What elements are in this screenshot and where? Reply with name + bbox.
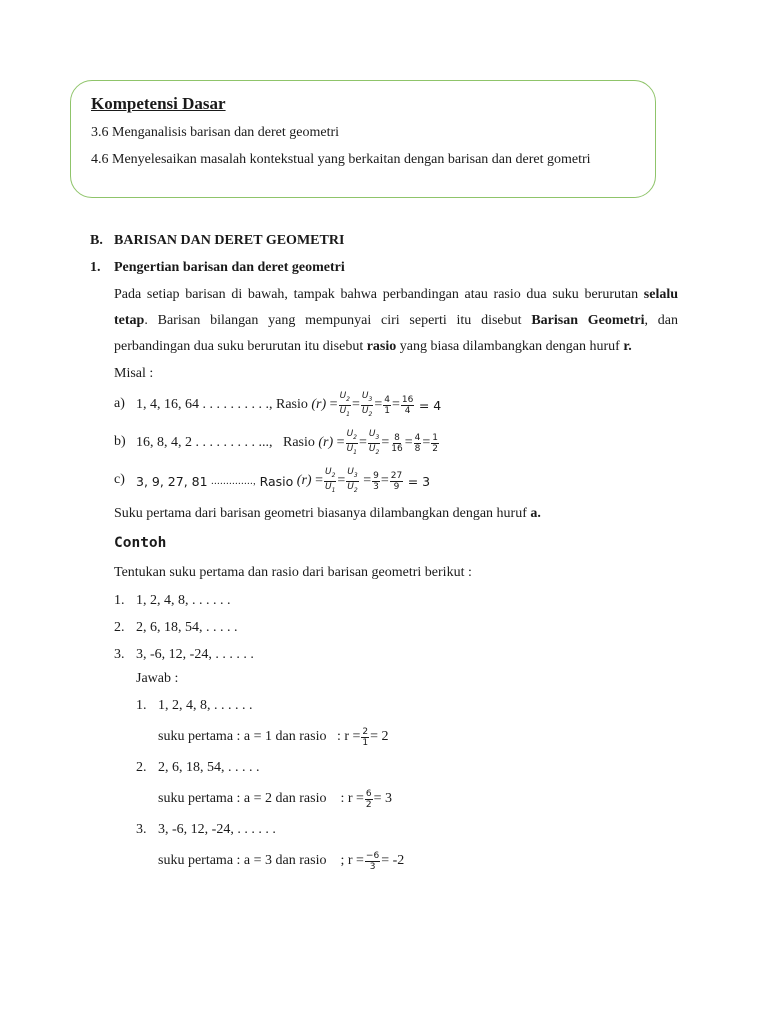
jawab-item-1-num: 1. xyxy=(136,698,147,713)
example-a: 1, 4, 16, 64 . . . . . . . . . ., Rasio (r) = $\frac{U_2}{U_1}$ = $\frac{U_3}{U_2}$ = $\frac{4}{1}$ = $\frac{16}{4}$ = 4 xyxy=(136,390,442,418)
paragraph-line-1: Pada setiap barisan di bawah, tampak bahwa perbandingan atau rasio dua suku berurutan selalu xyxy=(114,287,679,302)
contoh-item-3-num: 3. xyxy=(114,647,125,662)
example-c-marker: c) xyxy=(114,472,125,487)
jawab-item-2-num: 2. xyxy=(136,760,147,775)
contoh-instruction: Tentukan suku pertama dan rasio dari barisan geometri berikut : xyxy=(114,565,472,580)
misal-label: Misal : xyxy=(114,366,154,381)
paragraph-line-2: tetap. Barisan bilangan yang mempunyai ciri seperti itu disebut Barisan Geometri, dan xyxy=(114,313,679,328)
example-c-sequence: 3, 9, 27, 81 xyxy=(136,473,208,489)
example-a-sequence: 1, 4, 16, 64 . . . . . . . . . ., Rasio xyxy=(136,397,308,412)
example-b-marker: b) xyxy=(114,434,126,449)
jawab-label: Jawab : xyxy=(136,671,179,686)
jawab-item-2-answer: suku pertama : a = 2 dan rasio : r = $\frac{6}{2}$ = 3 xyxy=(158,788,393,810)
example-b: 16, 8, 4, 2 . . . . . . . . . ..., Rasio (r) = $\frac{U_2}{U_1}$ = $\frac{U_3}{U_2}$ = $\frac{8}{16}$ = $\frac{4}{8}$ = $\frac{1}{2}$ xyxy=(136,428,438,456)
section-title: BARISAN DAN DERET GEOMETRI xyxy=(114,233,345,248)
subsection-title: Pengertian barisan dan deret geometri xyxy=(114,260,345,275)
contoh-item-1-num: 1. xyxy=(114,593,125,608)
kompetensi-dasar-title: Kompetensi Dasar xyxy=(91,94,226,113)
contoh-item-1-seq: 1, 2, 4, 8, . . . . . . xyxy=(136,593,231,608)
subsection-marker: 1. xyxy=(90,260,101,275)
kd-item-3-6: 3.6 Menganalisis barisan dan deret geometri xyxy=(91,125,340,140)
example-a-marker: a) xyxy=(114,396,125,411)
jawab-item-3-seq: 3, -6, 12, -24, . . . . . . xyxy=(158,822,276,837)
example-c: 3, 9, 27, 81 .............., Rasio (r) = $\frac{U_2}{U_1}$ = $\frac{U_3}{U_2}$ = $\frac{9}{3}$ = $\frac{27}{9}$ = 3 xyxy=(136,466,431,494)
jawab-item-3-answer: suku pertama : a = 3 dan rasio ; r = $\frac{-6}{3}$ = -2 xyxy=(158,850,405,872)
paragraph-line-3: perbandingan dua suku berurutan itu disebut rasio yang biasa dilambangkan dengan huruf r. xyxy=(114,339,632,354)
jawab-item-1-answer: suku pertama : a = 1 dan rasio : r = $\frac{2}{1}$ = 2 xyxy=(158,726,389,748)
suku-pertama-note: Suku pertama dari barisan geometri biasanya dilambangkan dengan huruf a. xyxy=(114,506,541,521)
example-b-sequence: 16, 8, 4, 2 . . . . . . . . . ..., xyxy=(136,435,273,450)
section-marker: B. xyxy=(90,233,103,248)
jawab-item-2-seq: 2, 6, 18, 54, . . . . . xyxy=(158,760,260,775)
contoh-item-2-seq: 2, 6, 18, 54, . . . . . xyxy=(136,620,238,635)
contoh-heading: Contoh xyxy=(114,535,167,551)
contoh-item-3-seq: 3, -6, 12, -24, . . . . . . xyxy=(136,647,254,662)
contoh-item-2-num: 2. xyxy=(114,620,125,635)
jawab-item-3-num: 3. xyxy=(136,822,147,837)
jawab-item-1-seq: 1, 2, 4, 8, . . . . . . xyxy=(158,698,253,713)
kd-item-4-6: 4.6 Menyelesaikan masalah kontekstual yang berkaitan dengan barisan dan deret gometri xyxy=(91,152,591,167)
